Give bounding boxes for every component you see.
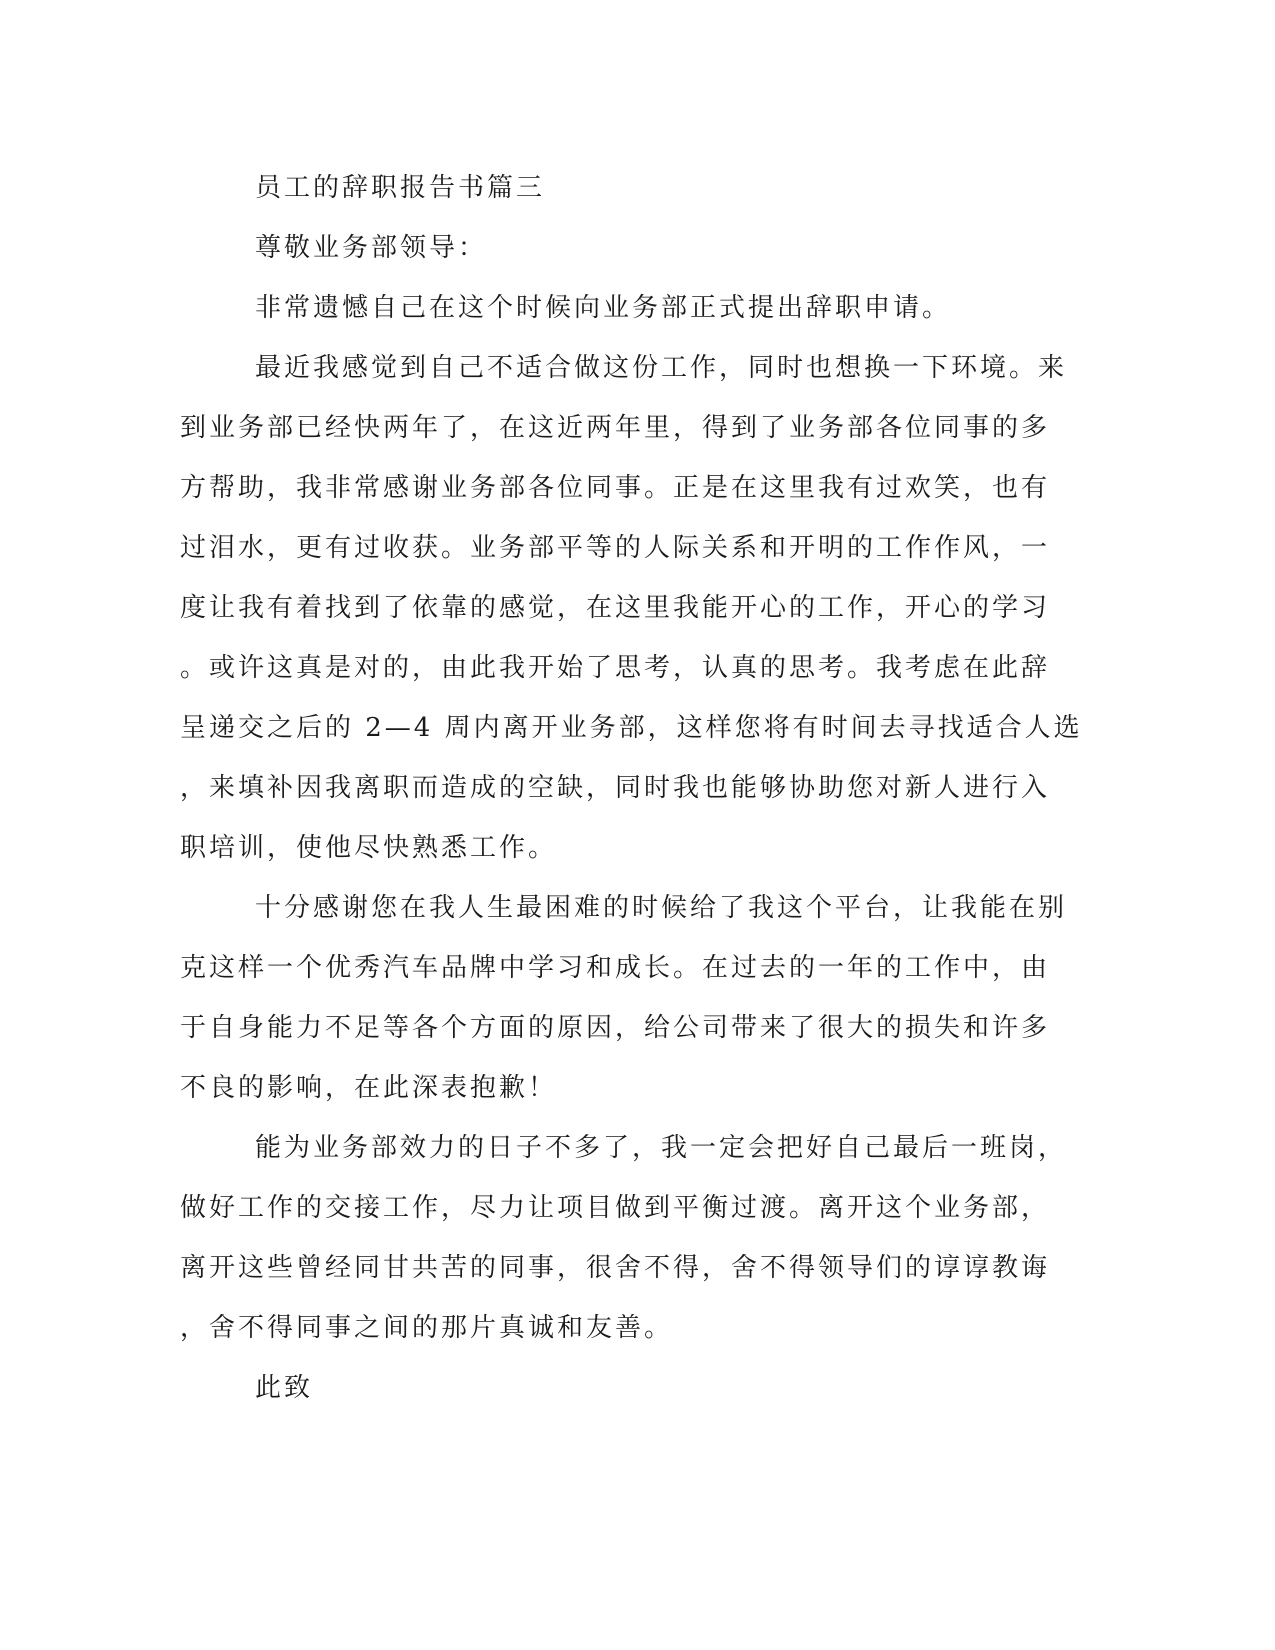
paragraph-line: 于自身能力不足等各个方面的原因，给公司带来了很大的损失和许多 xyxy=(180,1013,1051,1043)
document-title: 员工的辞职报告书篇三 xyxy=(255,173,546,203)
paragraph-line: ，舍不得同事之间的那片真诚和友善。 xyxy=(180,1313,674,1343)
paragraph-line: 不良的影响，在此深表抱歉！ xyxy=(180,1073,558,1103)
paragraph-line: ，来填补因我离职而造成的空缺，同时我也能够协助您对新人进行入 xyxy=(180,773,1051,803)
salutation: 尊敬业务部领导： xyxy=(255,233,488,263)
paragraph-line: 过泪水，更有过收获。业务部平等的人际关系和开明的工作作风，一 xyxy=(180,533,1051,563)
paragraph-line: 呈递交之后的 2—4 周内离开业务部，这样您将有时间去寻找适合人选 xyxy=(180,713,1083,743)
paragraph-line: 能为业务部效力的日子不多了，我一定会把好自己最后一班岗， xyxy=(255,1133,1068,1163)
paragraph-line: 离开这些曾经同甘共苦的同事，很舍不得，舍不得领导们的谆谆教诲 xyxy=(180,1253,1051,1283)
paragraph-line: 到业务部已经快两年了，在这近两年里，得到了业务部各位同事的多 xyxy=(180,413,1051,443)
paragraph-line: 克这样一个优秀汽车品牌中学习和成长。在过去的一年的工作中，由 xyxy=(180,953,1051,983)
paragraph-line: 。或许这真是对的，由此我开始了思考，认真的思考。我考虑在此辞 xyxy=(180,653,1051,683)
paragraph-line: 度让我有着找到了依靠的感觉，在这里我能开心的工作，开心的学习 xyxy=(180,593,1051,623)
letter-body xyxy=(180,158,1083,1418)
paragraph-line: 方帮助，我非常感谢业务部各位同事。正是在这里我有过欢笑，也有 xyxy=(180,473,1051,503)
paragraph-line: 十分感谢您在我人生最困难的时候给了我这个平台，让我能在别 xyxy=(255,893,1068,923)
paragraph-line: 最近我感觉到自己不适合做这份工作，同时也想换一下环境。来 xyxy=(255,353,1068,383)
paragraph-line: 职培训，使他尽快熟悉工作。 xyxy=(180,833,558,863)
paragraph-line: 做好工作的交接工作，尽力让项目做到平衡过渡。离开这个业务部， xyxy=(180,1193,1051,1223)
closing: 此致 xyxy=(255,1373,314,1403)
paragraph-line: 非常遗憾自己在这个时候向业务部正式提出辞职申请。 xyxy=(255,293,952,323)
